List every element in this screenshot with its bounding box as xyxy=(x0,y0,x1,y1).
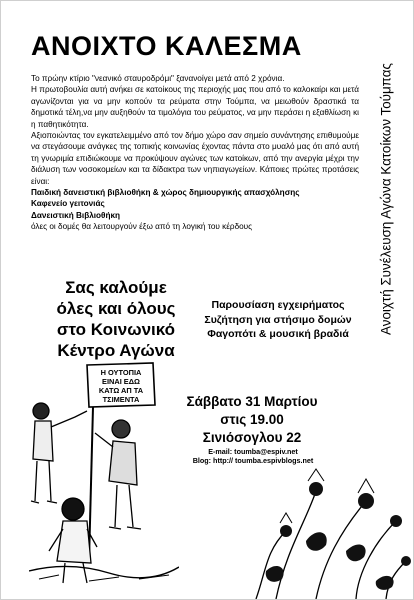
side-text-container xyxy=(366,21,406,376)
event-date: Σάββατο 31 Μαρτίου xyxy=(186,394,318,409)
program-line: Συζήτηση για στήσιμο δομών xyxy=(204,313,352,326)
utopia-sign xyxy=(87,363,155,407)
proposal-item: Δανειστική Βιβλιοθήκη xyxy=(31,210,121,220)
children-illustration xyxy=(29,361,179,587)
paragraph-space: Αξιοποιώντας τον εγκατελειμμένο από τον δήμο χώρο σαν σημείο συνάντησης επιθυμούμε να στεγάσουμε ανάγκες της τοπικής κοινωνίας έχοντας πάντα στο μυαλό μας ότι από αυτή τη γνωριμία επιδιώκουμε να προκύψουν αγώνες των κατοίκων, από την ανεργία μέχρι την διάλυση των νοσοκομείων και τα δίδακτρα των νηπιαγωγείων. Κάποιες πρώτες προτάσεις είναι: xyxy=(31,131,359,186)
invite-line: Σας καλούμε xyxy=(65,278,167,297)
side-text: Ανοιχτή Συνέλευση Αγώνα Κατοίκων Τούμπας xyxy=(378,62,394,335)
invite-line: στο Κοινωνικό xyxy=(56,320,176,339)
sign-line: ΚΑΤΩ ΑΠ ΤΑ xyxy=(98,386,144,395)
event-time: στις 19.00 xyxy=(220,412,284,427)
paragraph-intro: Το πρώην κτίριο "νεανικό σταυροδρόμι" ξανανοίγει μετά από 2 χρόνια. xyxy=(31,74,285,83)
poster-title: ΑΝΟΙΧΤΟ ΚΑΛΕΣΜΑ xyxy=(31,31,302,61)
invite-line: όλες και όλους xyxy=(56,299,176,318)
child-left xyxy=(31,403,87,503)
proposal-item: Καφενείο γειτονιάς xyxy=(31,199,105,209)
program-line: Φαγοπότι & μουσική βραδιά xyxy=(207,328,349,340)
event-address: Σινιόσογλου 22 xyxy=(202,430,302,445)
program-line: Παρουσίαση εγχειρήματος xyxy=(211,299,345,311)
body-text xyxy=(31,73,359,233)
paragraph-initiative: Η πρωτοβουλία αυτή ανήκει σε κατοίκους της περιοχής μας που από το καλοκαίρι και μετά αγωνίζονται για να μην κοπούν τα ρεύματα στην Τούμπα, να μειωθούν δραστικά τα δημοτικά τέλη,να μην αυξηθούν τα τιμολόγια του ρεύματος, να μην περάσει η εξαθλίωση κι η παθητικότητα. xyxy=(31,85,359,129)
contact-blog[interactable]: Blog: http:// toumba.espivblogs.net xyxy=(192,456,314,465)
sign-line: Η ΟΥΤΟΠΙΑ xyxy=(100,368,142,377)
child-right xyxy=(95,420,141,529)
proposal-item: Παιδική δανειστική βιβλιοθήκη & χώρος δημιουργικής απασχόλησης xyxy=(31,188,300,198)
program-block xyxy=(193,298,363,342)
flowers-illustration xyxy=(246,431,412,599)
invite-line: Κέντρο Αγώνα xyxy=(57,341,175,360)
sign-line: ΕΙΝΑΙ ΕΔΩ xyxy=(102,377,140,386)
contact-email[interactable]: E-mail: toumba@espiv.net xyxy=(208,447,298,456)
closing-line: όλες οι δομές θα λειτουργούν έξω από τη λογική του κέρδους xyxy=(31,222,253,232)
invite-block xyxy=(31,277,201,361)
sign-line: ΤΣΙΜΕΝΤΑ xyxy=(102,395,140,404)
